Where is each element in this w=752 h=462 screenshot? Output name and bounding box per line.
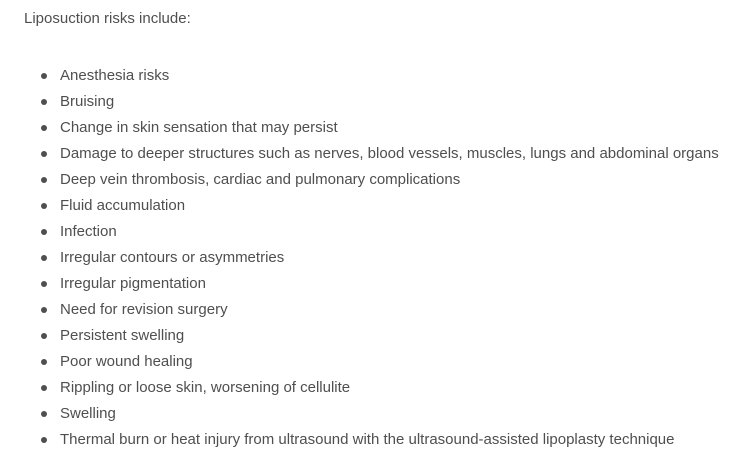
bullet-icon xyxy=(41,359,47,365)
list-item xyxy=(24,349,752,375)
bullet-icon xyxy=(41,385,47,391)
list-item-text: Anesthesia risks xyxy=(60,67,170,84)
list-item-text: Irregular pigmentation xyxy=(60,275,206,292)
list-item-text: Rippling or loose skin, worsening of cellulite xyxy=(60,379,351,396)
list-item xyxy=(24,375,752,401)
bullet-icon xyxy=(41,307,47,313)
list-item-text: Deep vein thrombosis, cardiac and pulmonary complications xyxy=(60,171,461,188)
list-item xyxy=(24,115,752,141)
bullet-icon xyxy=(41,203,47,209)
bullet-icon xyxy=(41,411,47,417)
bullet-icon xyxy=(41,99,47,105)
list-item-text: Bruising xyxy=(60,93,115,110)
list-item xyxy=(24,401,752,427)
list-item-text: Infection xyxy=(60,223,117,240)
list-item xyxy=(24,89,752,115)
bullet-icon xyxy=(41,229,47,235)
list-item xyxy=(24,63,752,89)
list-item-text: Fluid accumulation xyxy=(60,197,186,214)
bullet-icon xyxy=(41,73,47,79)
list-item xyxy=(24,219,752,245)
bullet-icon xyxy=(41,125,47,131)
list-item-text: Swelling xyxy=(60,405,116,422)
bullet-icon xyxy=(41,333,47,339)
bullet-icon xyxy=(41,255,47,261)
list-item xyxy=(24,193,752,219)
list-item xyxy=(24,245,752,271)
list-item xyxy=(24,167,752,193)
list-item-text: Poor wound healing xyxy=(60,353,193,370)
list-item xyxy=(24,323,752,349)
list-item-text: Irregular contours or asymmetries xyxy=(60,249,285,266)
bullet-icon xyxy=(41,177,47,183)
list-item-text: Change in skin sensation that may persist xyxy=(60,119,338,136)
list-item-text: Need for revision surgery xyxy=(60,301,228,318)
bullet-icon xyxy=(41,281,47,287)
list-item xyxy=(24,297,752,323)
list-item-text: Damage to deeper structures such as nerves, blood vessels, muscles, lungs and abdominal organs xyxy=(60,145,719,162)
list-item xyxy=(24,427,752,453)
list-item-text: Persistent swelling xyxy=(60,327,185,344)
risk-list xyxy=(24,63,752,453)
bullet-icon xyxy=(41,437,47,443)
bullet-icon xyxy=(41,151,47,157)
list-item xyxy=(24,141,752,167)
list-item xyxy=(24,271,752,297)
list-item-text: Thermal burn or heat injury from ultrasound with the ultrasound-assisted lipoplasty technique xyxy=(60,431,675,448)
intro-text: Liposuction risks include: xyxy=(24,10,191,27)
